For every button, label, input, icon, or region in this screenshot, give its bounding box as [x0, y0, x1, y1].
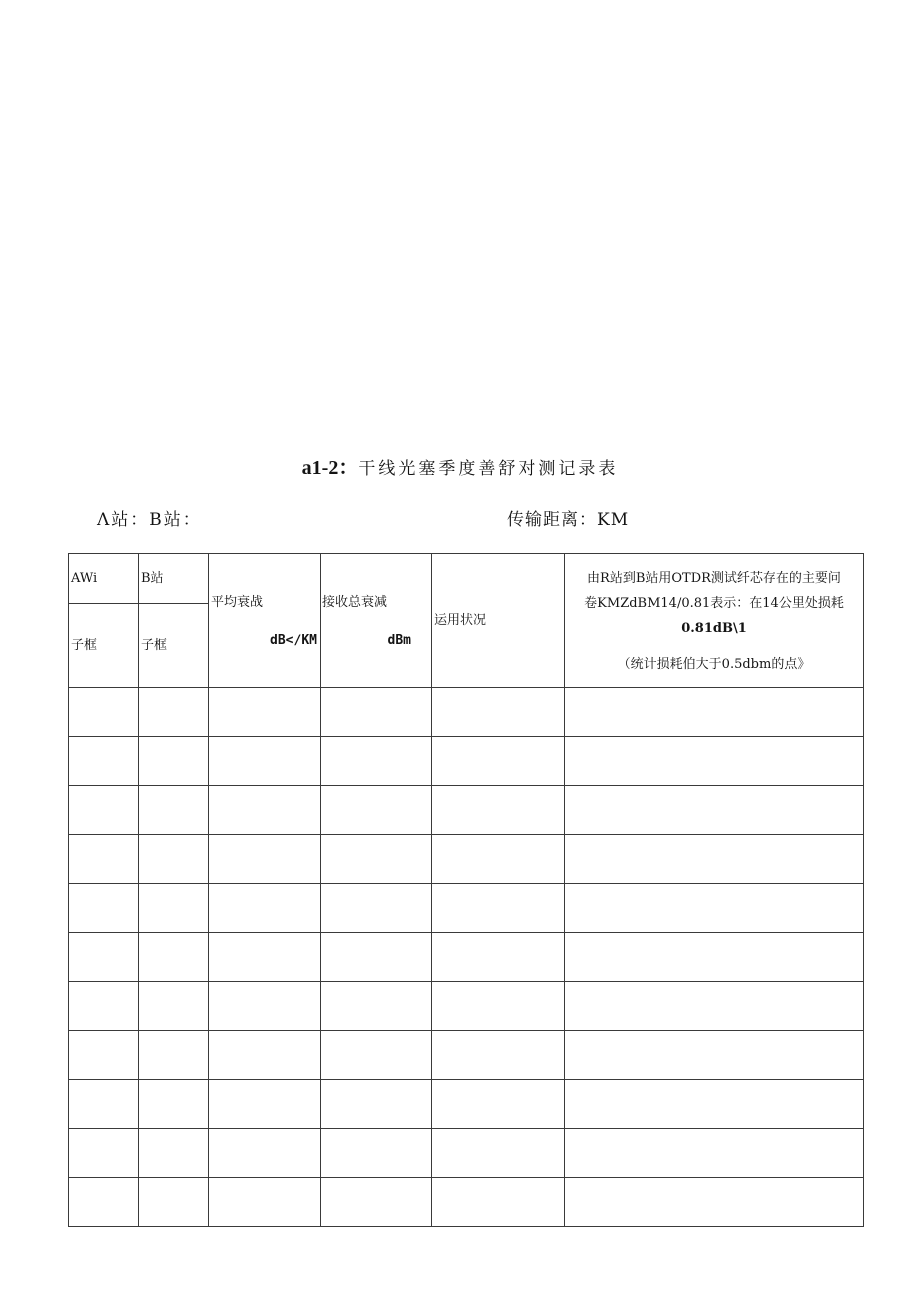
table-cell: [432, 1080, 565, 1129]
otdr-note-line-3: 0.81dB\1: [681, 621, 747, 636]
table-cell: [432, 884, 565, 933]
header-row-top: [69, 554, 864, 604]
header-otdr-note: [565, 554, 864, 688]
table-row: [69, 933, 864, 982]
otdr-note-line-1: 由R站到B站用OTDR测试纤芯存在的主要问: [587, 571, 841, 586]
otdr-note-line-2: 卷KMZdBM14/0.81表示：在14公里处损耗: [584, 596, 844, 611]
table-cell: [321, 933, 432, 982]
title-number: a1-2：: [301, 457, 359, 479]
table-cell: [321, 1129, 432, 1178]
table-cell: [69, 982, 139, 1031]
table-cell: [209, 982, 321, 1031]
table-cell: [139, 1031, 209, 1080]
table-cell: [69, 688, 139, 737]
table-row: [69, 786, 864, 835]
table-cell: [69, 1178, 139, 1227]
table-cell: [139, 835, 209, 884]
table-cell: [565, 933, 864, 982]
table-cell: [432, 1178, 565, 1227]
table-cell: [565, 884, 864, 933]
table-row: [69, 835, 864, 884]
table-cell: [565, 1031, 864, 1080]
table-cell: [209, 884, 321, 933]
table-cell: [69, 933, 139, 982]
table-cell: [321, 688, 432, 737]
table-cell: [209, 737, 321, 786]
table-cell: [565, 688, 864, 737]
otdr-note-line-4: （统计损耗伯大于0.5dbm的点》: [617, 657, 811, 672]
table-cell: [69, 786, 139, 835]
header-status: [432, 554, 565, 688]
avg-attenuation-label: 平均衰战: [211, 595, 264, 610]
table-cell: [565, 1129, 864, 1178]
table-cell: [139, 1129, 209, 1178]
table-row: [69, 737, 864, 786]
header-a-frame: [69, 604, 139, 688]
table-cell: [432, 835, 565, 884]
table-cell: [209, 1031, 321, 1080]
table-cell: [69, 835, 139, 884]
header-b-frame: [139, 604, 209, 688]
page-title: [0, 451, 920, 480]
table-cell: [321, 786, 432, 835]
table-cell: [69, 737, 139, 786]
table-cell: [139, 786, 209, 835]
title-text: 干线光塞季度善舒对测记录表: [358, 459, 619, 479]
table-cell: [432, 982, 565, 1031]
header-a-station-label: AWi: [71, 570, 98, 586]
table-cell: [139, 1178, 209, 1227]
table-cell: [321, 1031, 432, 1080]
table-cell: [432, 1129, 565, 1178]
table-cell: [321, 835, 432, 884]
table-cell: [209, 1129, 321, 1178]
table-cell: [565, 786, 864, 835]
table-cell: [321, 1080, 432, 1129]
table-row: [69, 1031, 864, 1080]
table-cell: [209, 1178, 321, 1227]
table-cell: [139, 737, 209, 786]
table-cell: [565, 1080, 864, 1129]
avg-attenuation-unit: dB<∕KM: [270, 633, 317, 648]
table-body: [69, 688, 864, 1227]
table-cell: [209, 1080, 321, 1129]
header-b-frame-label: 子框: [141, 637, 168, 653]
table-cell: [209, 835, 321, 884]
table-cell: [69, 1129, 139, 1178]
table-cell: [209, 688, 321, 737]
table-cell: [565, 1178, 864, 1227]
table-cell: [432, 786, 565, 835]
table-cell: [321, 982, 432, 1031]
table-cell: [139, 1080, 209, 1129]
table-cell: [565, 835, 864, 884]
header-avg-attenuation: [209, 554, 321, 688]
table-row: [69, 1178, 864, 1227]
table-cell: [565, 982, 864, 1031]
table-row: [69, 884, 864, 933]
table-row: [69, 688, 864, 737]
header-a-frame-label: 子框: [71, 637, 98, 653]
table-cell: [209, 933, 321, 982]
table-cell: [209, 786, 321, 835]
status-label: 运用状况: [434, 613, 487, 628]
total-attenuation-unit: dBm: [387, 633, 411, 648]
table-cell: [139, 884, 209, 933]
table-cell: [321, 737, 432, 786]
table-cell: [139, 982, 209, 1031]
table-cell: [139, 933, 209, 982]
table-cell: [321, 1178, 432, 1227]
table-row: [69, 982, 864, 1031]
transmission-distance: 传输距离：KM: [507, 510, 630, 530]
table-cell: [139, 688, 209, 737]
total-attenuation-label: 接收总衰减: [322, 595, 388, 610]
record-table: [68, 553, 864, 1227]
table-cell: [321, 884, 432, 933]
table-row: [69, 1129, 864, 1178]
header-b-station: [139, 554, 209, 604]
table-cell: [69, 884, 139, 933]
table-cell: [565, 737, 864, 786]
header-b-station-label: B站: [141, 570, 164, 586]
table-cell: [432, 933, 565, 982]
table-cell: [69, 1080, 139, 1129]
table-cell: [432, 688, 565, 737]
table-cell: [432, 1031, 565, 1080]
station-labels: Λ站：B站：: [97, 510, 202, 530]
table-cell: [432, 737, 565, 786]
header-total-attenuation: [321, 554, 432, 688]
table-row: [69, 1080, 864, 1129]
header-a-station: [69, 554, 139, 604]
table-cell: [69, 1031, 139, 1080]
